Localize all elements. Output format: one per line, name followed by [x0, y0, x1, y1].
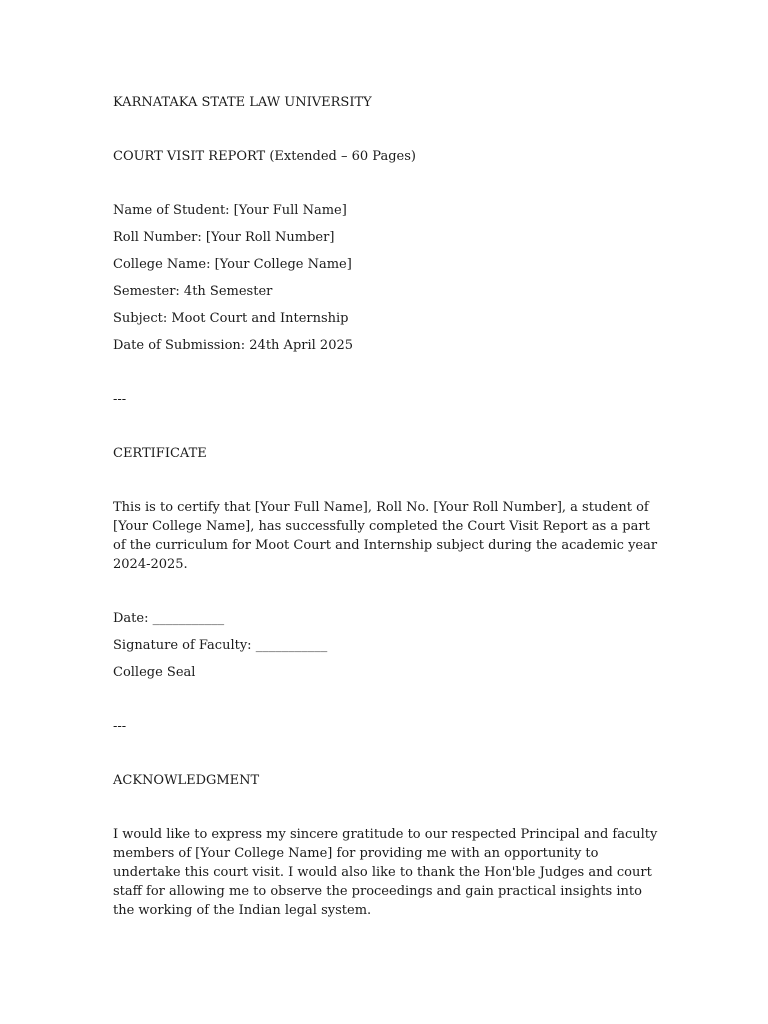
- semester-line: Semester: 4th Semester: [113, 284, 273, 299]
- document-page: [113, 93, 658, 920]
- university-name: KARNATAKA STATE LAW UNIVERSITY: [113, 95, 372, 110]
- acknowledgment-heading: ACKNOWLEDGMENT: [113, 773, 260, 788]
- roll-number-line: Roll Number: [Your Roll Number]: [113, 230, 335, 245]
- subject-line: Subject: Moot Court and Internship: [113, 311, 349, 326]
- student-details: [113, 201, 658, 355]
- submission-date-line: Date of Submission: 24th April 2025: [113, 338, 354, 353]
- college-name-line: College Name: [Your College Name]: [113, 257, 352, 272]
- certificate-date-line: Date: ___________: [113, 611, 225, 626]
- report-title: COURT VISIT REPORT (Extended – 60 Pages): [113, 149, 416, 164]
- faculty-signature-line: Signature of Faculty: ___________: [113, 638, 328, 653]
- certificate-body: This is to certify that [Your Full Name], Roll No. [Your Roll Number], a student of [Your College Name], has successfully completed the Court Visit Report as a part of the curriculum for Moot Court and Internship subject during the academic year 2024-2025.: [113, 500, 658, 572]
- section-separator: ---: [113, 392, 127, 407]
- certificate-heading: CERTIFICATE: [113, 446, 207, 461]
- student-name-line: Name of Student: [Your Full Name]: [113, 203, 347, 218]
- college-seal-label: College Seal: [113, 665, 196, 680]
- section-separator-2: ---: [113, 719, 127, 734]
- acknowledgment-body: I would like to express my sincere gratitude to our respected Principal and faculty members of [Your College Name] for providing me with an opportunity to undertake this court visit. I would also like to thank the Hon'ble Judges and court staff for allowing me to observe the proceedings and gain practical insights into the working of the Indian legal system.: [113, 827, 658, 918]
